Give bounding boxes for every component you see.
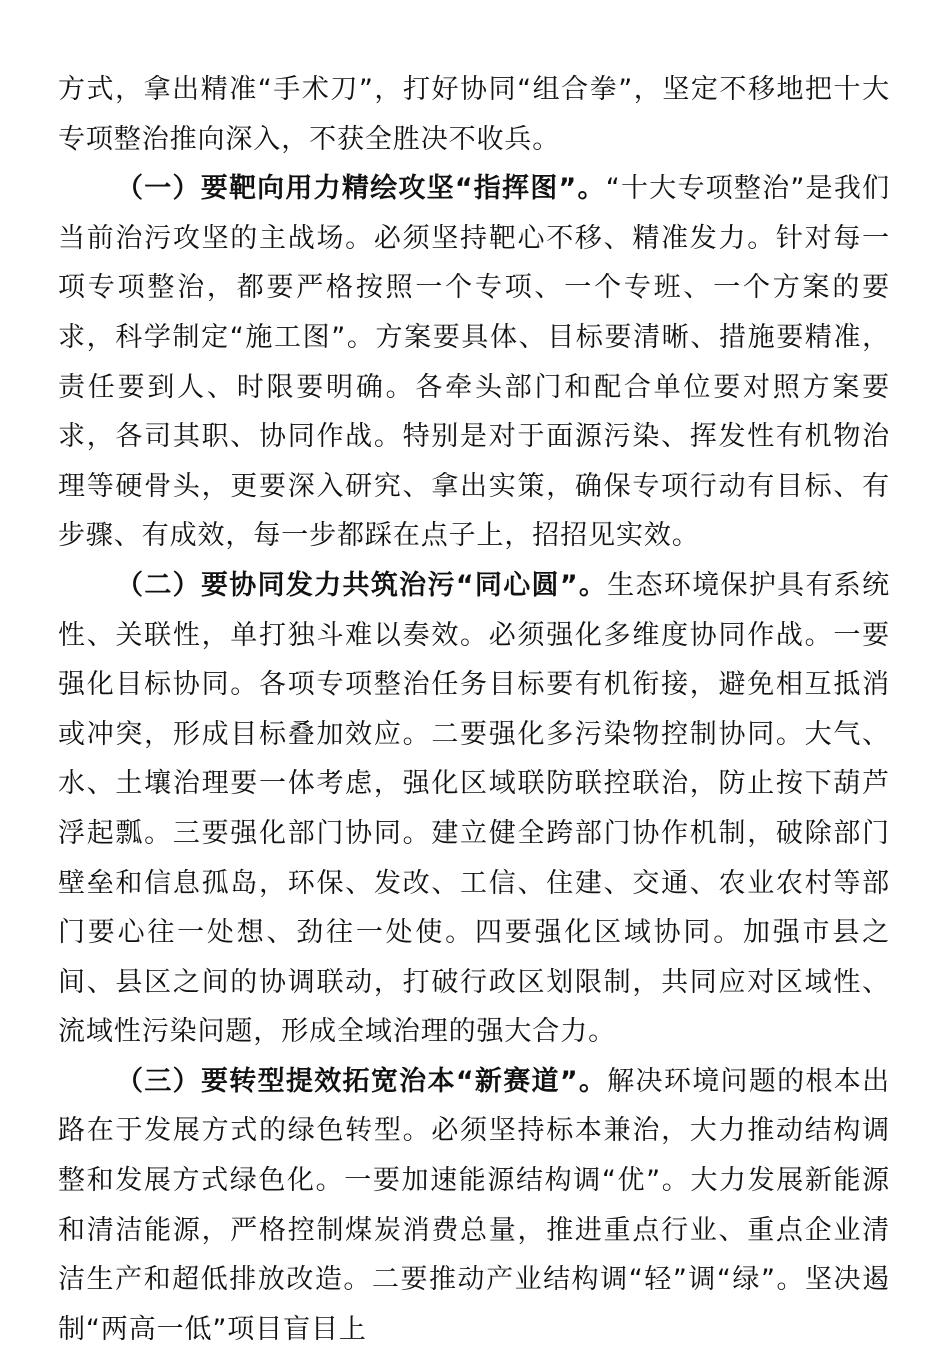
paragraph-text: “十大专项整治”是我们当前治污攻坚的主战场。必须坚持靶心不移、精准发力。针对每一项专项整治，都要严格按照一个专项、一个专班、一个方案的要求，科学制定“施工图”。方案要具体、目标要清晰、措施要精准，责任要到人、时限要明确。各牵头部门和配合单位要对照方案要求，各司其职、协同作战。特别是对于面源污染、挥发性有机物治理等硬骨头，更要深入研究、拿出实策，确保专项行动有目标、有步骤、有成效，每一步都踩在点子上，招招见实效。 bbox=[58, 173, 890, 552]
document-page bbox=[58, 65, 890, 1354]
paragraph-text: 方式，拿出精准“手术刀”，打好协同“组合拳”，坚定不移地把十大专项整治推向深入，不获全胜决不收兵。 bbox=[58, 74, 890, 155]
paragraph-section-2 bbox=[58, 561, 890, 1057]
section-heading: （二）要协同发力共筑治污“同心圆”。 bbox=[116, 569, 608, 601]
paragraph-section-1 bbox=[58, 164, 890, 561]
paragraph-continuation bbox=[58, 65, 890, 164]
paragraph-text: 生态环境保护具有系统性、关联性，单打独斗难以奏效。必须强化多维度协同作战。一要强化目标协同。各项专项整治任务目标要有机衔接，避免相互抵消或冲突，形成目标叠加效应。二要强化多污染物控制协同。大气、水、土壤治理要一体考虑，强化区域联防联控联治，防止按下葫芦浮起瓢。三要强化部门协同。建立健全跨部门协作机制，破除部门壁垒和信息孤岛，环保、发改、工信、住建、交通、农业农村等部门要心往一处想、劲往一处使。四要强化区域协同。加强市县之间、县区之间的协调联动，打破行政区划限制，共同应对区域性、流域性污染问题，形成全域治理的强大合力。 bbox=[58, 569, 890, 1048]
section-heading: （三）要转型提效拓宽治本“新赛道”。 bbox=[116, 1065, 608, 1097]
paragraph-text: 解决环境问题的根本出路在于发展方式的绿色转型。必须坚持标本兼治，大力推动结构调整和发展方式绿色化。一要加速能源结构调“优”。大力发展新能源和清洁能源，严格控制煤炭消费总量，推进重点行业、重点企业清洁生产和超低排放改造。二要推动产业结构调“轻”调“绿”。坚决遏制“两高一低”项目盲目上 bbox=[58, 1065, 890, 1345]
paragraph-section-3 bbox=[58, 1057, 890, 1354]
section-heading: （一）要靶向用力精绘攻坚“指挥图”。 bbox=[116, 173, 606, 205]
